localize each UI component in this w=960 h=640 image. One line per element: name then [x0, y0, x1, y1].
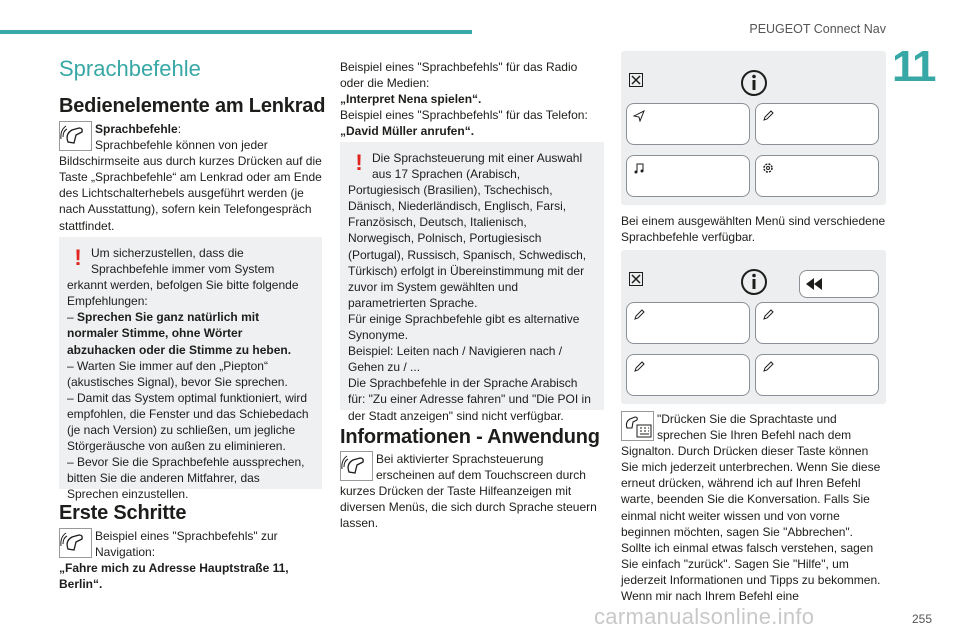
keypad-voice-icon — [621, 411, 654, 441]
voice-command-icon — [59, 121, 92, 151]
phone-example: „David Müller anrufen“. — [340, 124, 475, 139]
watermark: carmanualsonline.info — [594, 604, 815, 629]
warning-icon: ! — [74, 245, 82, 270]
languages-text: Die Sprachsteuerung mit einer Auswahl aus 17 Sprachen (Arabisch, Portugiesisch (Brasilien), Tschechisch, Dänisch, Niederländisch, Englisch, Farsi, Französisch, Deutsch, Italienisch, Norwegisch, Polnisch, Portugiesisch (Portugal), Russisch, Spanisch, Schwedisch, Türkisch) erfolgt in Übereinstimmung mit der zuvor im System gewählten und parametrierten Sprache. — [348, 151, 587, 310]
help-screen-main — [621, 51, 886, 205]
steering-paragraph: Sprachbefehle: Sprachbefehle können von jeder Bildschirmseite aus durch kurzes Drücken auf die Taste „Sprachbefehle“ am Lenkrad oder am Ende des Lichtschalterhebels ausgeführt werden (je nach Ausstattung), sofern kein Telefongespräch stattfindet. — [59, 122, 322, 233]
radio-paragraph: Beispiel eines "Sprachbefehls" für das Radio oder die Medien: „Interpret Nena spielen“. Beispiel eines "Sprachbefehls" für das Telefon: „David Müller anrufen“. — [340, 60, 588, 139]
navigation-menu-button[interactable] — [626, 103, 750, 145]
warning-item-4: – Bevor Sie die Sprachbefehle aussprechen, bitten Sie die anderen Mitfahrer, das Sprechen einzustellen. — [67, 455, 305, 502]
section-heading-first-steps: Erste Schritte — [59, 502, 187, 524]
pencil-icon — [633, 309, 645, 321]
pencil-icon — [762, 309, 774, 321]
recommendations-box: ! Um sicherzustellen, dass die Sprachbefehle immer vom System erkannt werden, befolgen Sie bitte folgende Empfehlungen: – Sprechen Sie ganz natürlich mit normaler Stimme, ohne Wörter abzuhacken oder die Stimme zu heben. – Warten Sie immer auf den „Piepton“ (akustisches Signal), bevor Sie sprechen. – Damit das System optimal funktioniert, wird empfohlen, die Fenster und das Schiebedach (je nach Version) zu schließen, um jegliche Störgeräusche von außen zu eliminieren. – Bevor Sie die Sprachbefehle aussprechen, bitten Sie die anderen Mitfahrer, das Sprechen einzustellen. — [59, 237, 322, 489]
info-paragraph — [340, 451, 604, 531]
radio-example: „Interpret Nena spielen“. — [340, 92, 482, 107]
close-icon[interactable] — [629, 272, 643, 291]
warning-intro: Um sicherzustellen, dass die Sprachbefehle immer vom System erkannt werden, befolgen Sie bitte folgende Empfehlungen: — [67, 246, 299, 309]
voice-command-icon — [59, 528, 92, 558]
navigation-example: „Fahre mich zu Adresse Hauptstraße 11, Berlin“. — [59, 561, 289, 592]
page-number: 255 — [911, 612, 932, 626]
back-button[interactable] — [799, 270, 879, 298]
settings-icon — [762, 162, 774, 174]
help-screen-submenu — [621, 250, 886, 404]
info-icon[interactable] — [740, 69, 768, 102]
first-steps-paragraph — [59, 528, 322, 592]
label-sprachbefehle: Sprachbefehle — [95, 122, 178, 136]
close-icon[interactable] — [629, 73, 643, 92]
warning-item-1: Sprechen Sie ganz natürlich mit normaler Stimme, ohne Wörter abzuhacken oder die Stimme zu heben. — [67, 310, 292, 357]
pencil-icon — [762, 110, 774, 122]
info-text: Bei aktivierter Sprachsteuerung erscheinen auf dem Touchscreen durch kurzes Drücken der Taste Hilfeanzeigen mit diversen Menüs, die sich durch Sprache steuern lassen. — [340, 452, 597, 531]
languages-box: ! Die Sprachsteuerung mit einer Auswahl aus 17 Sprachen (Arabisch, Portugiesisch (Brasilien), Tschechisch, Dänisch, Niederländisch, Englisch, Farsi, Französisch, Deutsch, Italienisch, Norwegisch, Polnisch, Portugiesisch (Portugal), Russisch, Spanisch, Schwedisch, Türkisch) erfolgt in Übereinstimmung mit der zuvor im System gewählten und parametrierten Sprache. Für einige Sprachbefehle gibt es alternative Synonyme. Beispiel: Leiten nach / Navigieren nach / Gehen zu / ... Die Sprachbefehle in der Sprache Arabisch für: "Zu einer Adresse fahren" und "Die POI in der Stadt anzeigen" sind nicht verfügbar. — [340, 142, 604, 410]
rewind-icon — [804, 277, 824, 291]
section-heading-info: Informationen - Anwendung — [340, 426, 600, 448]
submenu-button-2[interactable] — [755, 302, 879, 344]
header-accent-bar — [0, 30, 472, 34]
steering-text: Sprachbefehle können von jeder Bildschirmseite aus durch kurzes Drücken auf die Taste „Sprachbefehle“ am Lenkrad oder am Ende des Lichtschalterhebels ausgeführt werden (je nach Ausstattung), sofern kein Telefongespräch stattfindet. — [59, 138, 322, 233]
quote-paragraph — [621, 411, 886, 604]
submenu-button-1[interactable] — [626, 302, 750, 344]
edit-menu-button[interactable] — [755, 103, 879, 145]
page-title: Sprachbefehle — [59, 56, 201, 81]
media-menu-button[interactable] — [626, 155, 750, 197]
chapter-number: 11 — [892, 42, 935, 91]
menu-paragraph: Bei einem ausgewählten Menü sind verschiedene Sprachbefehle verfügbar. — [621, 214, 886, 245]
pencil-icon — [762, 361, 774, 373]
voice-command-icon — [340, 451, 373, 481]
info-icon[interactable] — [740, 268, 768, 301]
quote-text: "Drücken Sie die Sprachtaste und sprechen Sie Ihren Befehl nach dem Signalton. Durch Drücken dieser Taste können Sie mich jederzeit unterbrechen. Wenn Sie diese erneut drücken, während ich auf Ihren Befehl warte, beenden Sie die Konversation. Falls Sie einmal nicht weiter wissen und von vorne beginnen möchten, sagen Sie "Abbrechen". Sollte ich einmal etwas falsch verstehen, sagen Sie einfach "zurück". Sagen Sie "Hilfe", um jederzeit Informationen und Tipps zu bekommen. Wenn mir nach Ihrem Befehl eine — [621, 412, 881, 604]
warning-item-2: – Warten Sie immer auf den „Piepton“ (akustisches Signal), bevor Sie sprechen. — [67, 358, 288, 389]
warning-item-3: – Damit das System optimal funktioniert, wird empfohlen, die Fenster und das Schiebedach (je nach Version) zu schließen, um jegliche Störgeräusche von außen zu eliminieren. — [67, 390, 309, 454]
settings-menu-button[interactable] — [755, 155, 879, 197]
navigation-icon — [633, 110, 645, 122]
warning-icon: ! — [355, 150, 363, 175]
music-icon — [633, 162, 645, 174]
pencil-icon — [633, 361, 645, 373]
submenu-button-4[interactable] — [755, 354, 879, 396]
section-heading-steering: Bedienelemente am Lenkrad — [59, 95, 326, 117]
first-steps-text: Beispiel eines "Sprachbefehls" zur Navigation: — [95, 529, 278, 560]
submenu-button-3[interactable] — [626, 354, 750, 396]
header-title: PEUGEOT Connect Nav — [749, 22, 886, 36]
